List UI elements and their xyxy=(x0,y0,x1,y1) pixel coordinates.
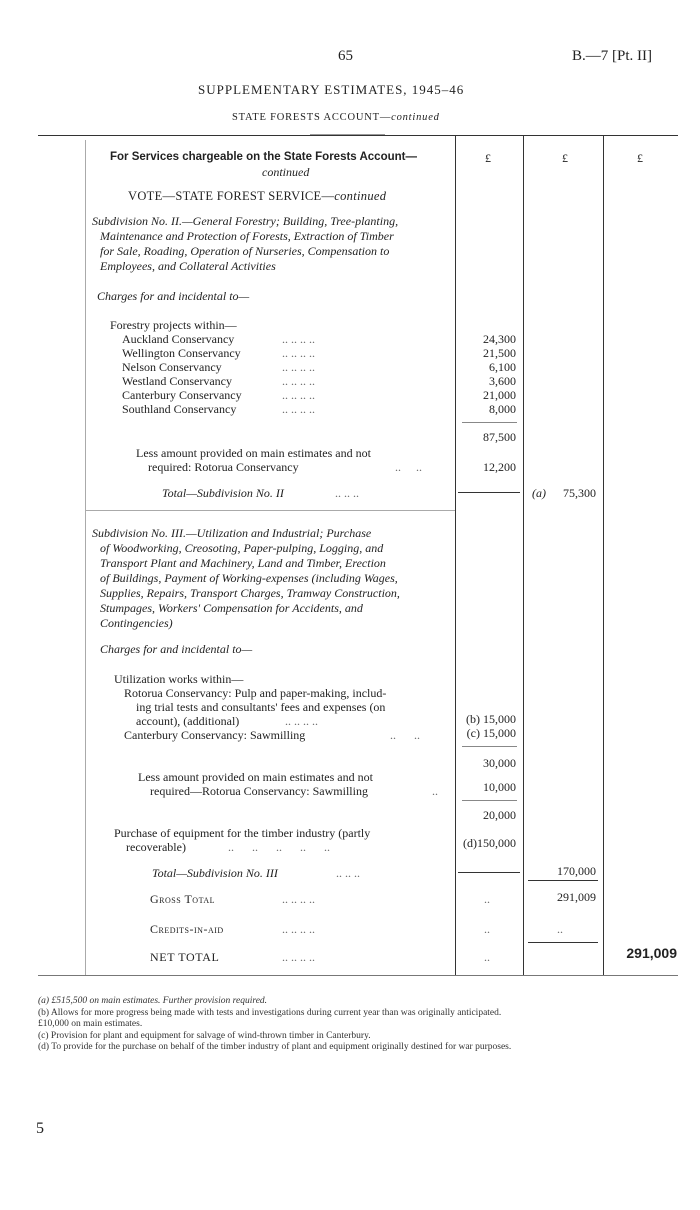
purchase-line2: recoverable) xyxy=(126,840,186,854)
column-divider-1 xyxy=(455,135,456,975)
net-total-rule-col2 xyxy=(528,942,598,943)
list-item-label: Canterbury Conservancy xyxy=(122,388,242,402)
dot-leader: .. xyxy=(432,784,438,798)
dot-leader: .. .. .. .. xyxy=(282,922,315,936)
footnote-d: (d) To provide for the purchase on behalf of the timber industry of plant and equipment originally destined for war purposes. xyxy=(38,1042,512,1052)
currency-symbol-col3: £ xyxy=(637,151,643,165)
credits-in-aid-label: Credits-in-aid xyxy=(150,922,224,936)
list-item-label: Wellington Conservancy xyxy=(122,346,241,360)
subdivision-3-total-label: Total—Subdivision No. III xyxy=(152,866,278,880)
subdivision-2-total-note: (a) xyxy=(532,486,546,500)
dot-leader: .. .. .. xyxy=(335,486,359,500)
subdivision-2-less-line2: required: Rotorua Conservancy xyxy=(148,460,299,474)
table-bottom-rule xyxy=(38,975,678,976)
dot-leader: .. .. .. .. xyxy=(282,892,315,906)
subdivision-2-total-amount: 75,300 xyxy=(563,486,596,500)
subdivision-3-less-amount: 10,000 xyxy=(483,780,516,794)
rotorua-amount: (b) 15,000 xyxy=(466,712,516,726)
subdivision-2-less-line1: Less amount provided on main estimates and not xyxy=(136,446,371,460)
purchase-line1: Purchase of equipment for the timber industry (partly xyxy=(114,826,371,840)
subdivision-2-description: Subdivision No. II.—General Forestry; Building, Tree-planting, Maintenance and Protection of Forests, Extraction of Timber for Sale, Roading, Operation of Nurseries, Compensation to Employees, and Collateral Activities xyxy=(92,214,399,273)
document-reference: B.—7 [Pt. II] xyxy=(572,48,652,64)
list-item-label: Auckland Conservancy xyxy=(122,332,235,346)
subdivision-3-less-line1: Less amount provided on main estimates and not xyxy=(138,770,373,784)
dot-leader: .. .. .. .. xyxy=(282,346,315,360)
amount-cell: 6,100 xyxy=(489,360,516,374)
list-item-label: Southland Conservancy xyxy=(122,402,237,416)
column-divider-2 xyxy=(523,135,524,975)
empty-cell-dots: .. xyxy=(484,922,490,936)
subdivision-3-subtotal: 30,000 xyxy=(483,756,516,770)
amount-cell: 21,000 xyxy=(483,388,516,402)
rotorua-line1: Rotorua Conservancy: Pulp and paper-making, includ- xyxy=(124,686,387,700)
subdivision-2-subtotal: 87,500 xyxy=(483,430,516,444)
forestry-projects-heading: Forestry projects within— xyxy=(110,318,237,332)
empty-cell-dots: .. xyxy=(484,892,490,906)
footnote-b: (b) Allows for more progress being made with tests and investigations during current year than was originally anticipated. xyxy=(38,1008,502,1018)
gross-total-amount: 291,009 xyxy=(557,890,596,904)
table-heading-continued: continued xyxy=(262,165,310,179)
dot-leader: .. .. .. .. xyxy=(282,360,315,374)
left-margin-rule xyxy=(85,140,86,975)
column-divider-3 xyxy=(603,135,604,975)
canterbury-label: Canterbury Conservancy: Sawmilling xyxy=(124,728,306,742)
dot-leader: .. .. xyxy=(395,460,422,474)
canterbury-amount: (c) 15,000 xyxy=(466,726,516,740)
subtotal-rule xyxy=(462,746,517,747)
currency-symbol-col2: £ xyxy=(562,151,568,165)
subdivision-2-total-rule xyxy=(458,492,520,493)
sub-title: STATE FORESTS ACCOUNT—continued xyxy=(232,112,440,123)
net-total-amount: 291,009 xyxy=(626,945,677,961)
dot-leader: .. .. .. .. xyxy=(282,374,315,388)
footnote-a: (a) £515,500 on main estimates. Further provision required. xyxy=(38,996,268,1006)
dot-leader: .. .. .. .. xyxy=(282,332,315,346)
amount-cell: 24,300 xyxy=(483,332,516,346)
dot-leader: .. .. xyxy=(390,728,420,742)
subdivision-3-charges-label: Charges for and incidental to— xyxy=(100,642,253,656)
subtotal-rule xyxy=(462,800,517,801)
list-item-label: Westland Conservancy xyxy=(122,374,233,388)
utilization-works-heading: Utilization works within— xyxy=(114,672,244,686)
dot-leader: .. .. .. xyxy=(336,866,360,880)
net-total-label: NET TOTAL xyxy=(150,950,220,964)
footnote-c: (c) Provision for plant and equipment for salvage of wind-thrown timber in Canterbury. xyxy=(38,1031,371,1041)
purchase-amount: (d)150,000 xyxy=(463,836,516,850)
subdivision-3-net: 20,000 xyxy=(483,808,516,822)
subdivision-3-description: Subdivision No. III.—Utilization and Industrial; Purchase of Woodworking, Creosoting, Paper-pulping, Logging, and Transport Plant and Machinery, Land and Timber, Erection of Buildings, Payment of Working-expenses (including Wages, Supplies, Repairs, Transport Charges, Tramway Construction, Stumpages, Workers' Compensation for Accidents, and Contingencies) xyxy=(92,526,400,630)
subdivision-2-charges-label: Charges for and incidental to— xyxy=(97,289,250,303)
empty-cell-dots: .. xyxy=(484,950,490,964)
vote-title: VOTE—STATE FOREST SERVICE—continued xyxy=(128,189,387,203)
main-title: SUPPLEMENTARY ESTIMATES, 1945–46 xyxy=(198,82,465,97)
table-top-rule xyxy=(38,135,678,136)
subdivision-3-total-amount: 170,000 xyxy=(557,864,596,878)
page-number: 65 xyxy=(338,48,353,64)
dot-leader: .. .. .. .. .. xyxy=(228,840,330,854)
footnote-b-cont: £10,000 on main estimates. xyxy=(38,1019,143,1029)
amount-cell: 3,600 xyxy=(489,374,516,388)
footer-page-number: 5 xyxy=(36,1120,44,1137)
section-divider xyxy=(86,510,455,511)
dot-leader: .. .. .. .. xyxy=(282,950,315,964)
dot-leader: .. .. .. .. xyxy=(282,402,315,416)
subdivision-3-less-line2: required—Rotorua Conservancy: Sawmilling xyxy=(150,784,368,798)
list-item-label: Nelson Conservancy xyxy=(122,360,222,374)
rotorua-line3: account), (additional) xyxy=(136,714,240,728)
rotorua-line2: ing trial tests and consultants' fees and expenses (on xyxy=(136,700,386,714)
dot-leader: .. .. .. .. xyxy=(282,388,315,402)
dot-leader: .. .. .. .. xyxy=(285,714,318,728)
table-heading: For Services chargeable on the State Forests Account— xyxy=(110,151,417,163)
gross-total-label: Gross Total xyxy=(150,892,215,906)
amount-cell: 21,500 xyxy=(483,346,516,360)
gross-total-rule xyxy=(528,880,598,881)
empty-cell-dots: .. xyxy=(557,922,563,936)
subtotal-rule xyxy=(462,422,517,423)
currency-symbol-col1: £ xyxy=(485,151,491,165)
subdivision-3-total-rule xyxy=(458,872,520,873)
amount-cell: 8,000 xyxy=(489,402,516,416)
subdivision-2-less-amount: 12,200 xyxy=(483,460,516,474)
subdivision-2-total-label: Total—Subdivision No. II xyxy=(162,486,284,500)
